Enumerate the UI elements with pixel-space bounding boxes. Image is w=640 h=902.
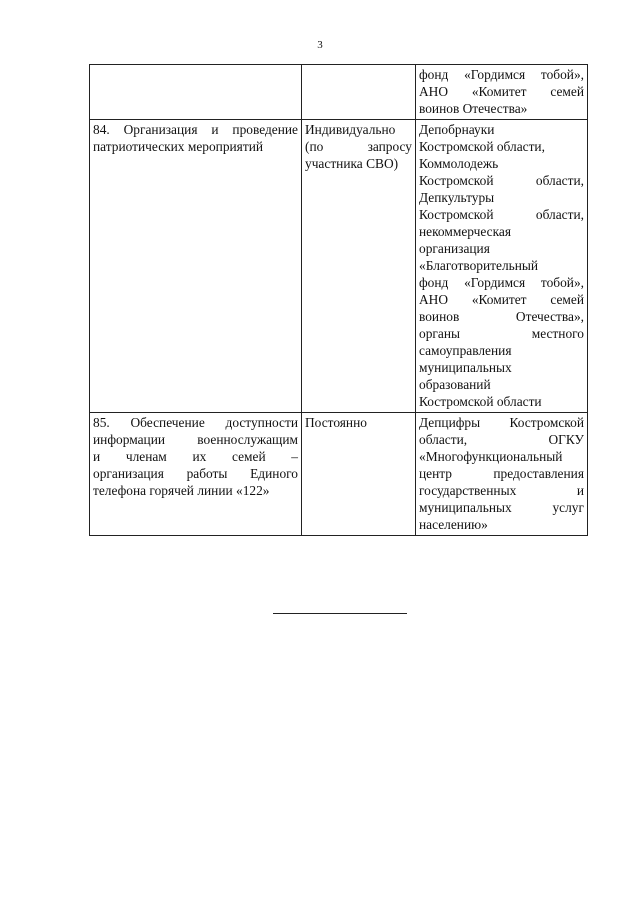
cell-text-line: муниципальных <box>419 360 512 375</box>
responsible-cell <box>416 120 588 413</box>
cell-text-line: Коммолодежь <box>419 156 499 171</box>
cell-text-line: фонд «Гордимся тобой», <box>419 275 584 290</box>
cell-text-line: центр предоставления <box>419 466 584 481</box>
measure-cell <box>90 120 302 413</box>
cell-text-line: «Многофункциональный <box>419 449 563 464</box>
cell-text-line: Депцифры Костромской <box>419 415 584 430</box>
responsible-cell <box>416 413 588 536</box>
cell-text-line: АНО «Комитет семей <box>419 292 584 307</box>
cell-text-line: информации военнослужащим <box>93 432 298 447</box>
cell-text-line: Индивидуально <box>305 122 396 137</box>
cell-text-line: Костромской области, <box>419 173 584 188</box>
table-row <box>90 65 588 120</box>
cell-text-line: фонд «Гордимся тобой», <box>419 67 584 82</box>
measures-table <box>89 64 588 536</box>
cell-text-line: Костромской области <box>419 394 542 409</box>
timing-cell <box>302 413 416 536</box>
cell-text-line: области, ОГКУ <box>419 432 584 447</box>
timing-cell <box>302 65 416 120</box>
cell-text-line: участника СВО) <box>305 156 399 171</box>
cell-text-line: организация <box>419 241 490 256</box>
table-row <box>90 120 588 413</box>
cell-text-line: Депобрнауки <box>419 122 495 137</box>
table-body <box>90 65 588 536</box>
cell-text-line: органы местного <box>419 326 584 341</box>
cell-text-line: телефона горячей линии «122» <box>93 483 270 498</box>
cell-text-line: самоуправления <box>419 343 512 358</box>
cell-text-line: Костромской области, <box>419 207 584 222</box>
measure-cell <box>90 65 302 120</box>
cell-text-line: 85. Обеспечение доступности <box>93 415 298 430</box>
responsible-cell <box>416 65 588 120</box>
cell-text-line: воинов Отечества», <box>419 309 584 324</box>
cell-text-line: Костромской области, <box>419 139 545 154</box>
cell-text-line: патриотических мероприятий <box>93 139 264 154</box>
cell-text-line: населению» <box>419 517 488 532</box>
cell-text-line: воинов Отечества» <box>419 101 528 116</box>
cell-text-line: «Благотворительный <box>419 258 539 273</box>
cell-text-line: (по запросу <box>305 139 412 154</box>
cell-text-line: образований <box>419 377 491 392</box>
page-number: 3 <box>317 39 323 51</box>
cell-text-line: государственных и <box>419 483 584 498</box>
timing-cell <box>302 120 416 413</box>
table-row <box>90 413 588 536</box>
cell-text-line: Постоянно <box>305 415 367 430</box>
cell-text-line: организация работы Единого <box>93 466 298 481</box>
cell-text-line: и членам их семей – <box>93 449 298 464</box>
end-of-document-rule <box>273 613 407 614</box>
cell-text-line: некоммерческая <box>419 224 511 239</box>
cell-text-line: муниципальных услуг <box>419 500 584 515</box>
cell-text-line: Депкультуры <box>419 190 495 205</box>
cell-text-line: 84. Организация и проведение <box>93 122 298 137</box>
cell-text-line: АНО «Комитет семей <box>419 84 584 99</box>
measure-cell <box>90 413 302 536</box>
